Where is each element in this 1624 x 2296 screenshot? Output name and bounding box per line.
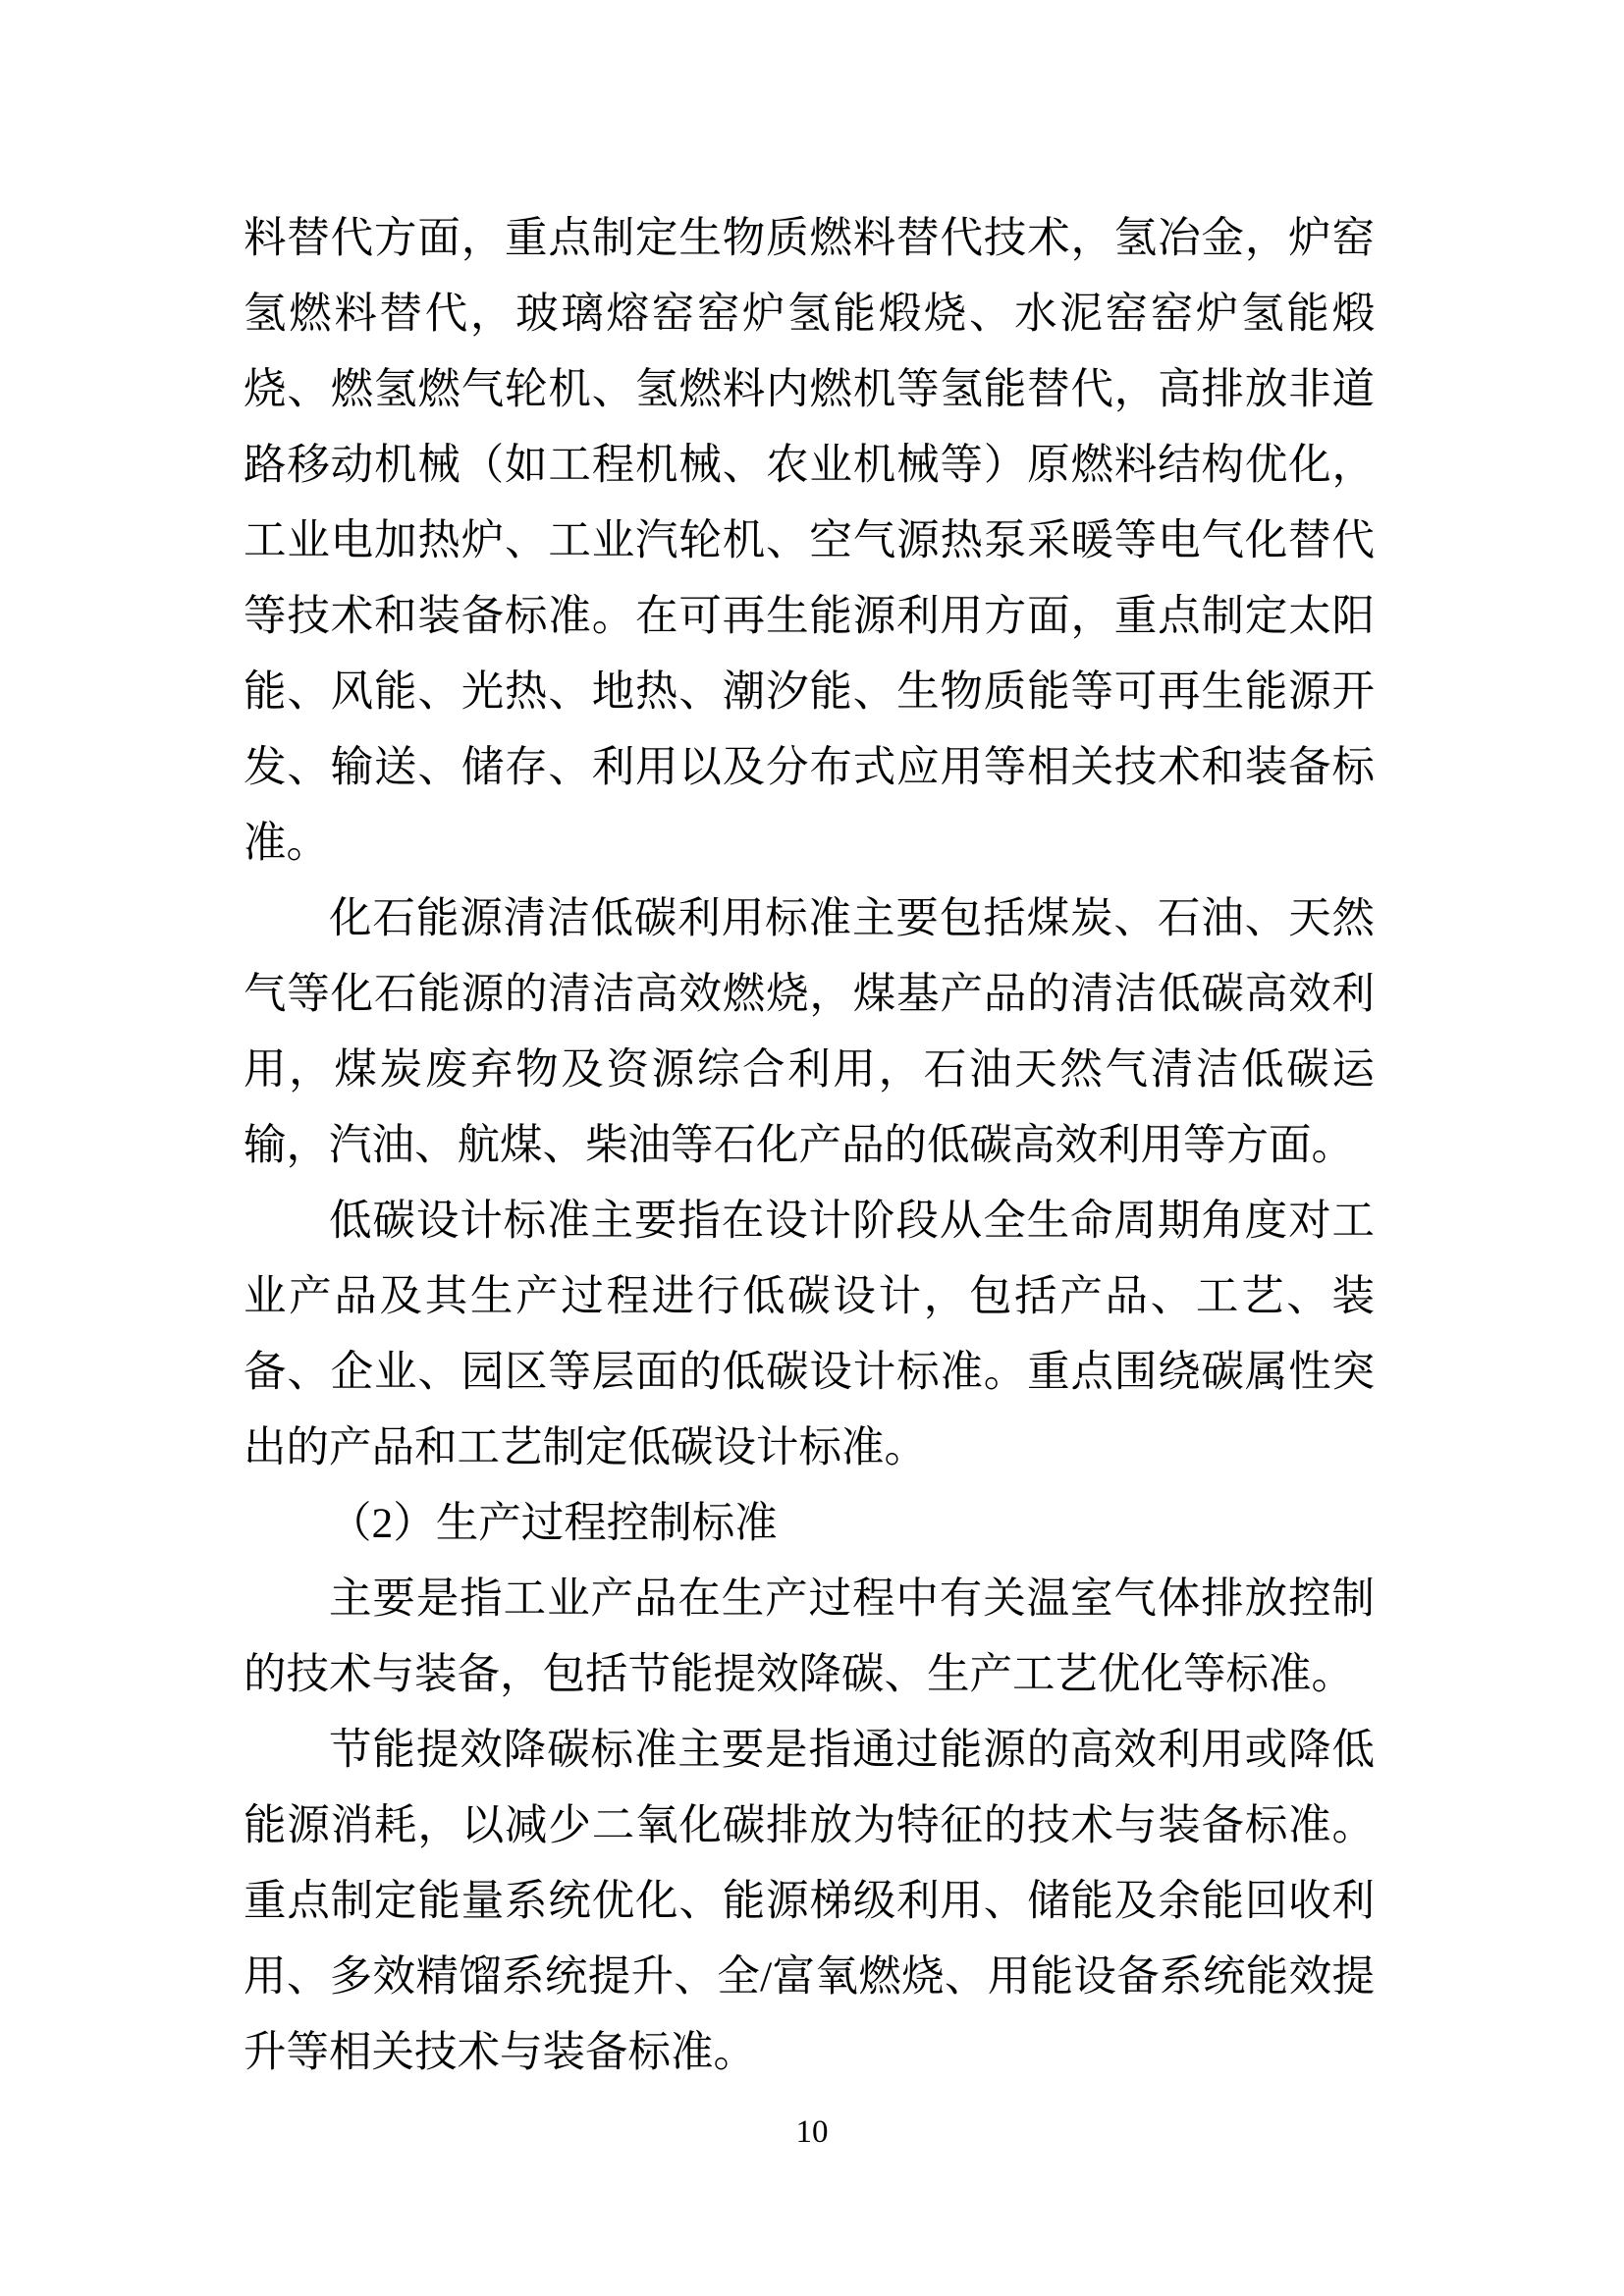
page-number: 10 — [795, 2114, 829, 2150]
paragraph-fossil-energy-clean-use: 化石能源清洁低碳利用标准主要包括煤炭、石油、天然气等化石能源的清洁高效燃烧，煤基产品的清洁低碳高效利用，煤炭废弃物及资源综合利用，石油天然气清洁低碳运输，汽油、航煤、柴油等石化产品的低碳高效利用等方面。 — [244, 895, 1375, 1169]
paragraph-continued-fuel-substitution: 料替代方面，重点制定生物质燃料替代技术，氢冶金，炉窑氢燃料替代，玻璃熔窑窑炉氢能煅烧、水泥窑窑炉氢能煅烧、燃氢燃气轮机、氢燃料内燃机等氢能替代，高排放非道路移动机械（如工程机械、农业机械等）原燃料结构优化，工业电加热炉、工业汽轮机、空气源热泵采暖等电气化替代等技术和装备标准。在可再生能源利用方面，重点制定太阳能、风能、光热、地热、潮汐能、生物质能等可再生能源开发、输送、储存、利用以及分布式应用等相关技术和装备标准。 — [244, 215, 1375, 867]
paragraph-heading-production-process-control: （2）生产过程控制标准 — [329, 1500, 778, 1547]
paragraph-energy-saving-carbon-reduction: 节能提效降碳标准主要是指通过能源的高效利用或降低能源消耗，以减少二氧化碳排放为特征的技术与装备标准。重点制定能量系统优化、能源梯级利用、储能及余能回收利用、多效精馏系统提升、全/富氧燃烧、用能设备系统能效提升等相关技术与装备标准。 — [244, 1727, 1375, 2076]
paragraph-low-carbon-design: 低碳设计标准主要指在设计阶段从全生命周期角度对工业产品及其生产过程进行低碳设计，包括产品、工艺、装备、企业、园区等层面的低碳设计标准。重点围绕碳属性突出的产品和工艺制定低碳设计标准。 — [244, 1198, 1375, 1471]
paragraph-process-control-overview: 主要是指工业产品在生产过程中有关温室气体排放控制的技术与装备，包括节能提效降碳、生产工艺优化等标准。 — [244, 1575, 1375, 1698]
document-body — [244, 201, 1375, 2091]
page-footer — [0, 2110, 1624, 2154]
